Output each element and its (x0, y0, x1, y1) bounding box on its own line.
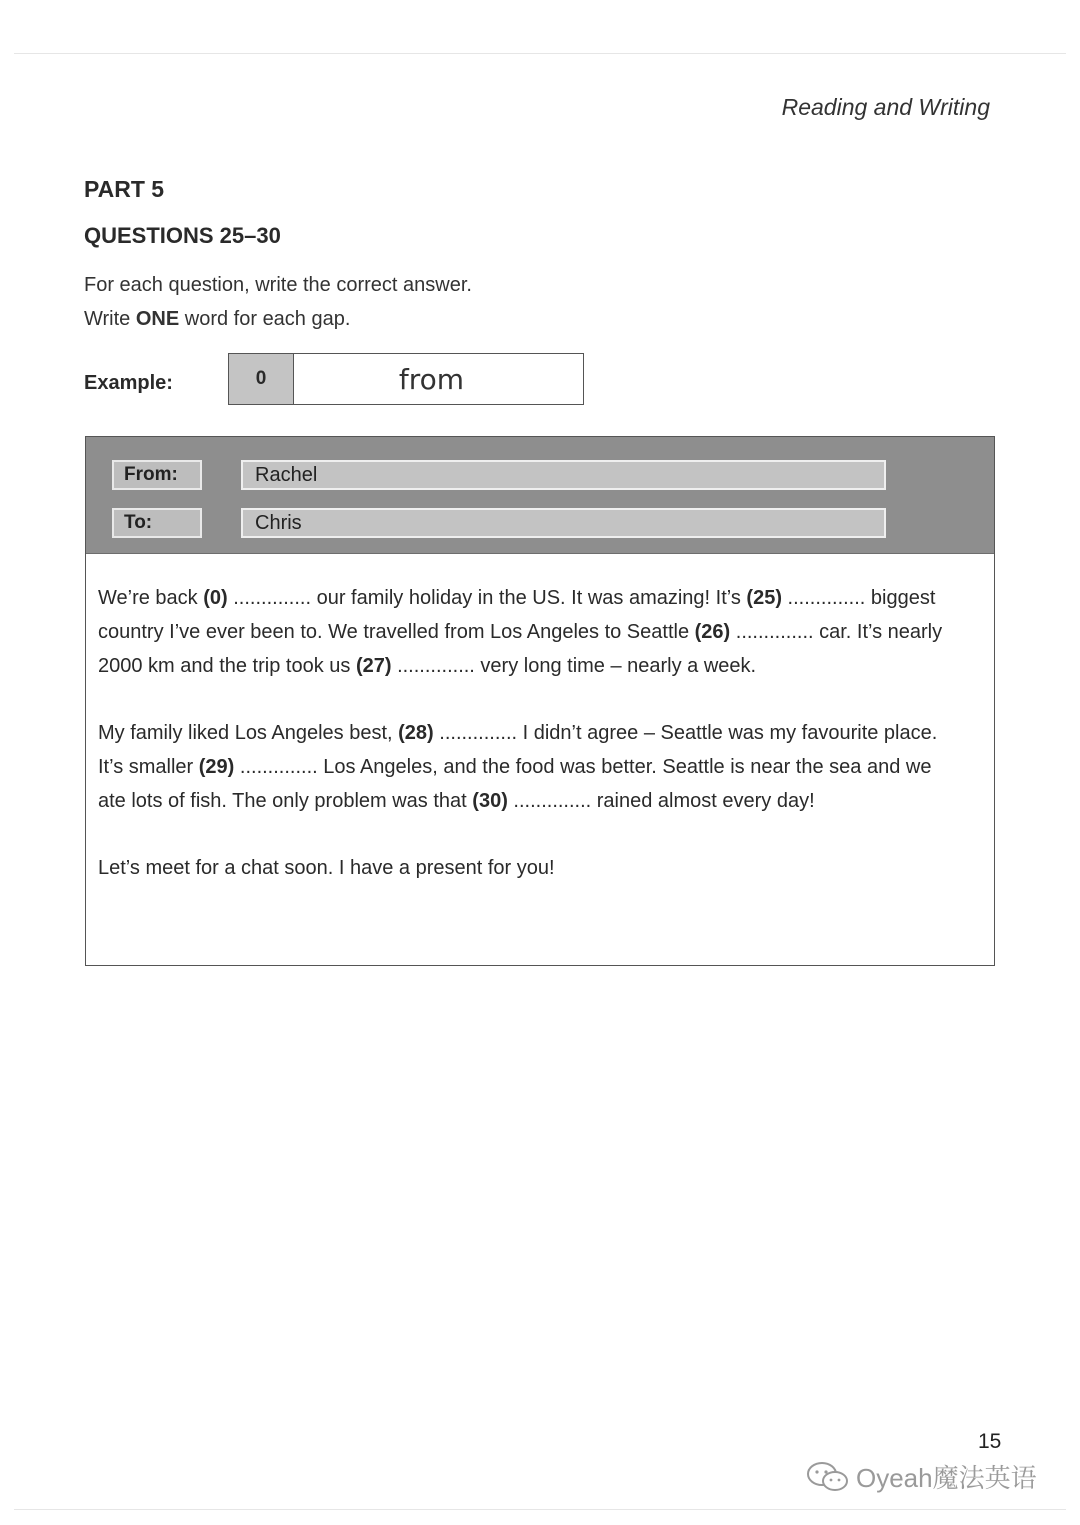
example-number: 0 (229, 354, 294, 404)
gap-number: (28) (398, 722, 434, 744)
bottom-rule (14, 1509, 1066, 1510)
top-rule (14, 53, 1066, 54)
email-text: My family liked Los Angeles best, (98, 722, 399, 744)
from-label: From: (112, 460, 202, 490)
email-paragraph (98, 716, 948, 818)
gap-number: (25) (746, 587, 782, 609)
email-text: .............. car. It’s nearly 2000 km and the trip took us (98, 621, 943, 677)
running-head: Reading and Writing (781, 94, 990, 120)
email-text: We’re back (98, 587, 204, 609)
questions-title: QUESTIONS 25–30 (84, 223, 281, 248)
email-text: .............. our family holiday in the US. It was amazing! It’s (227, 587, 747, 609)
instruction-text: Write (84, 308, 136, 330)
chat-bubbles-icon (806, 1460, 850, 1494)
email-text: .............. very long time – nearly a week. (391, 655, 757, 677)
instruction-line-2 (84, 308, 350, 331)
email-header (86, 437, 994, 554)
gap-number: (29) (198, 756, 235, 778)
email-text: .............. Los Angeles, and the food was better. Seattle is near the sea and we ate lots of fish. The only problem was that (98, 756, 932, 812)
from-field: Rachel (241, 460, 886, 490)
part-title: PART 5 (84, 176, 165, 202)
gap-number: (0) (203, 587, 228, 609)
example-answer-box (228, 353, 584, 405)
watermark-text: Oyeah魔法英语 (856, 1463, 1037, 1493)
instruction-emphasis: ONE (135, 308, 180, 330)
example-label: Example: (84, 372, 173, 394)
email-paragraph (98, 581, 948, 683)
example-answer: from (398, 362, 465, 396)
email-body (98, 581, 948, 885)
email-text: .............. biggest country I’ve ever been to. We travelled from Los Angeles to Seattle (98, 587, 936, 643)
watermark (806, 1458, 1037, 1495)
email-text: .............. rained almost every day! (507, 790, 815, 812)
email-text: .............. I didn’t agree – Seattle was my favourite place. It’s smaller (98, 722, 938, 778)
to-field: Chris (241, 508, 886, 538)
gap-number: (27) (355, 655, 392, 677)
gap-number: (30) (472, 790, 508, 812)
gap-number: (26) (694, 621, 731, 643)
email-paragraph (98, 851, 948, 885)
instruction-line-1: For each question, write the correct answer. (84, 274, 472, 296)
to-label: To: (112, 508, 202, 538)
email-text: Let’s meet for a chat soon. I have a present for you! (98, 857, 555, 879)
email-card (85, 436, 995, 966)
page-number: 15 (978, 1430, 1002, 1453)
instruction-text: word for each gap. (179, 308, 351, 330)
